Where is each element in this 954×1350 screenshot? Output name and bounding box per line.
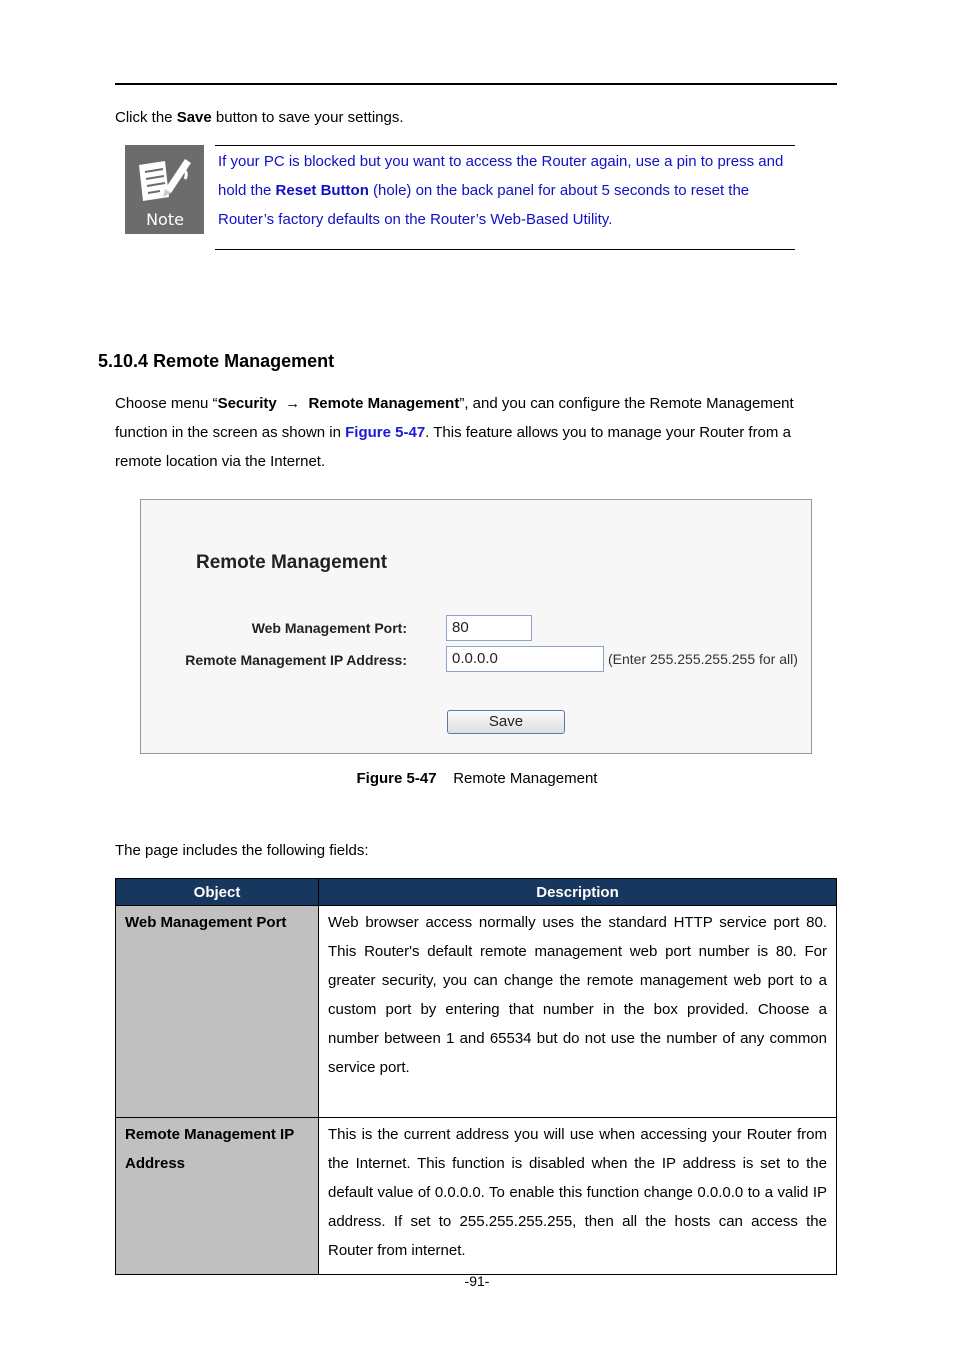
note-top-rule [215, 145, 795, 146]
row-description: Web browser access normally uses the standard HTTP service port 80. This Router's default remote management web port number is 80. For greater security, you can change the remote management web port to a custom port by entering that number in the box provided. Choose a number between 1 and 65534 but do not use the number of any common service port. [319, 906, 837, 1118]
intro-paragraph: Click the Save button to save your settings. [115, 109, 404, 126]
note-icon-label: Note [146, 210, 184, 229]
header-object: Object [116, 879, 319, 906]
section-heading: 5.10.4 Remote Management [98, 351, 335, 371]
header-description: Description [319, 879, 837, 906]
figure-caption: Figure 5-47 Remote Management [356, 770, 598, 787]
row-object: Remote Management IP Address [116, 1118, 319, 1275]
note-bottom-rule [215, 249, 795, 250]
row-object: Web Management Port [116, 906, 319, 1118]
note-icon [125, 145, 204, 234]
remote-ip-hint: (Enter 255.255.255.255 for all) [608, 651, 798, 667]
fields-intro: The page includes the following fields: [115, 842, 369, 859]
screenshot-title: Remote Management [196, 552, 388, 573]
web-port-label: Web Management Port: [251, 620, 407, 636]
header-rule [115, 83, 837, 85]
note-text: If your PC is blocked but you want to access the Router again, use a pin to press and hold the Reset Button (hole) on the back panel for about 5 seconds to reset the Router’s factory defaults on the Router’s Web-Based Utility. [218, 153, 784, 228]
save-button[interactable]: Save [447, 710, 565, 734]
remote-ip-label: Remote Management IP Address: [185, 652, 407, 668]
page-number: -91- [464, 1273, 490, 1289]
figure-link[interactable]: Figure 5-47 [345, 424, 426, 441]
remote-ip-input[interactable]: 0.0.0.0 [446, 646, 604, 672]
table-row [116, 906, 837, 1118]
row-description: This is the current address you will use when accessing your Router from the Internet. This function is disabled when the IP address is set to the default value of 0.0.0.0. To enable this function change 0.0.0.0 to a valid IP address. If set to 255.255.255.255, then all the hosts can access the Router from internet. [319, 1118, 837, 1275]
section-paragraph: Choose menu “Security → Remote Management”, and you can configure the Remote Management function in the screen as shown in Figure 5-47. This feature allows you to manage your Router from a remote location via the Internet. [115, 395, 794, 470]
table-header-row [116, 879, 837, 906]
web-port-input[interactable]: 80 [446, 615, 532, 641]
fields-table [115, 878, 837, 1275]
table-row [116, 1118, 837, 1275]
remote-management-screenshot [140, 499, 812, 754]
